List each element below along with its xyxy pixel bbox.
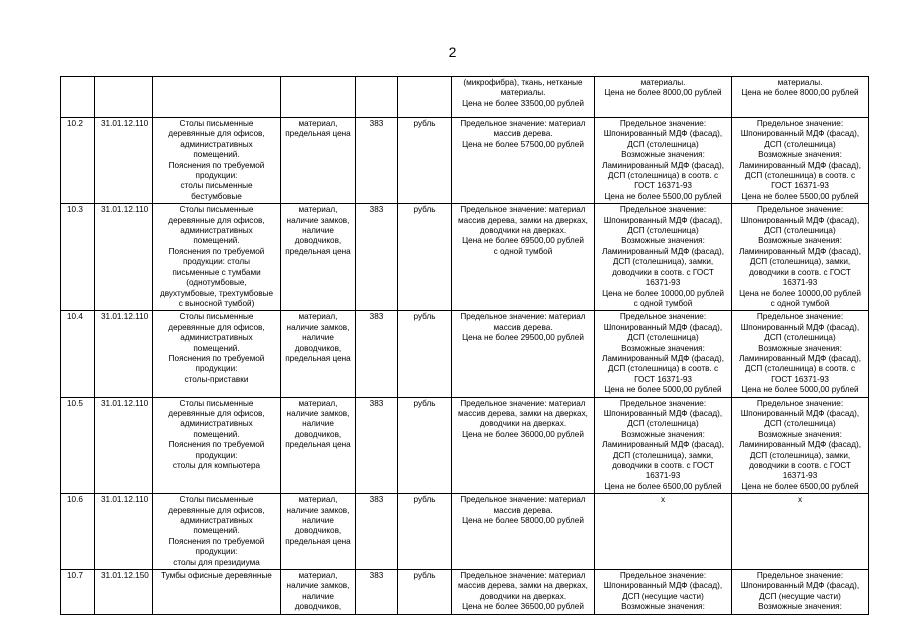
cell-okpd2-code: 31.01.12.110 — [95, 118, 153, 204]
table-row — [61, 494, 869, 570]
cell-value-group-2: Предельное значение: Шпонированный МДФ (фасад), ДСП (несущие части) Возможные значения: — [595, 570, 732, 615]
table-row — [61, 118, 869, 204]
cell-value-group-3: материалы. Цена не более 8000,00 рублей — [732, 77, 869, 118]
cell-value-group-1: Предельное значение: материал массив дерева. Цена не более 29500,00 рублей — [452, 311, 595, 397]
cell-item-name: Тумбы офисные деревянные — [153, 570, 281, 615]
cell-value-group-1: Предельное значение: материал массив дерева. Цена не более 58000,00 рублей — [452, 494, 595, 570]
cell-value-group-3: Предельное значение: Шпонированный МДФ (фасад), ДСП (столешница) Возможные значения: Ламинированный МДФ (фасад), ДСП (столешница), замки, доводчики в соотв. с ГОСТ 16371-93 Цена не более 6500,00 рублей — [732, 397, 869, 494]
cell-value-group-2: Предельное значение: Шпонированный МДФ (фасад), ДСП (столешница) Возможные значения: Ламинированный МДФ (фасад), ДСП (столешница), замки, доводчики в соотв. с ГОСТ 16371-93 Цена не более 6500,00 рублей — [595, 397, 732, 494]
cell-item-number: 10.7 — [61, 570, 95, 615]
page-number: 2 — [448, 44, 457, 60]
cell-okpd2-code: 31.01.12.110 — [95, 204, 153, 311]
cell-okpd2-code: 31.01.12.110 — [95, 397, 153, 494]
cell-unit — [398, 77, 452, 118]
cell-value-group-2: Предельное значение: Шпонированный МДФ (фасад), ДСП (столешница) Возможные значения: Ламинированный МДФ (фасад), ДСП (столешница) в соотв. с ГОСТ 16371-93 Цена не более 5000,00 рублей — [595, 311, 732, 397]
cell-value-group-1: Предельное значение: материал массив дерева. Цена не более 57500,00 рублей — [452, 118, 595, 204]
cell-item-number: 10.2 — [61, 118, 95, 204]
cell-characteristics: материал, предельная цена — [281, 118, 356, 204]
cell-value-group-3: Предельное значение: Шпонированный МДФ (фасад), ДСП (столешница) Возможные значения: Ламинированный МДФ (фасад), ДСП (столешница) в соотв. с ГОСТ 16371-93 Цена не более 5000,00 рублей — [732, 311, 869, 397]
cell-item-name: Столы письменные деревянные для офисов, административных помещений. Пояснения по требуемой продукции: столы письменные бестумбовые — [153, 118, 281, 204]
cell-item-name — [153, 77, 281, 118]
cell-value-group-2: Предельное значение: Шпонированный МДФ (фасад), ДСП (столешница) Возможные значения: Ламинированный МДФ (фасад), ДСП (столешница), замки, доводчики в соотв. с ГОСТ 16371-93 Цена не более 10000,00 рублей с одной тумбой — [595, 204, 732, 311]
cell-item-number: 10.3 — [61, 204, 95, 311]
cell-value-group-3: Предельное значение: Шпонированный МДФ (фасад), ДСП (несущие части) Возможные значения: — [732, 570, 869, 615]
cell-unit: рубль — [398, 118, 452, 204]
cell-characteristics: материал, наличие замков, наличие доводчиков, предельная цена — [281, 311, 356, 397]
cell-okpd2-code: 31.01.12.110 — [95, 311, 153, 397]
cell-item-name: Столы письменные деревянные для офисов, административных помещений. Пояснения по требуемой продукции: столы для президиума — [153, 494, 281, 570]
cell-item-number: 10.4 — [61, 311, 95, 397]
cell-characteristics: материал, наличие замков, наличие доводчиков, — [281, 570, 356, 615]
cell-okei-code — [356, 77, 398, 118]
cell-value-group-3: Предельное значение: Шпонированный МДФ (фасад), ДСП (столешница) Возможные значения: Ламинированный МДФ (фасад), ДСП (столешница) в соотв. с ГОСТ 16371-93 Цена не более 5500,00 рублей — [732, 118, 869, 204]
cell-okei-code: 383 — [356, 570, 398, 615]
cell-okpd2-code: 31.01.12.110 — [95, 494, 153, 570]
cell-value-group-3: Предельное значение: Шпонированный МДФ (фасад), ДСП (столешница) Возможные значения: Ламинированный МДФ (фасад), ДСП (столешница), замки, доводчики в соотв. с ГОСТ 16371-93 Цена не более 10000,00 рублей с одной тумбой — [732, 204, 869, 311]
cell-value-group-1: Предельное значение: материал массив дерева, замки на дверках, доводчики на дверках. Цена не более 36000,00 рублей — [452, 397, 595, 494]
cell-characteristics — [281, 77, 356, 118]
cell-okei-code: 383 — [356, 397, 398, 494]
cell-characteristics: материал, наличие замков, наличие доводчиков, предельная цена — [281, 204, 356, 311]
cell-value-group-2: Предельное значение: Шпонированный МДФ (фасад), ДСП (столешница) Возможные значения: Ламинированный МДФ (фасад), ДСП (столешница) в соотв. с ГОСТ 16371-93 Цена не более 5500,00 рублей — [595, 118, 732, 204]
cell-value-group-1: (микрофибра), ткань, нетканые материалы. Цена не более 33500,00 рублей — [452, 77, 595, 118]
table-row — [61, 570, 869, 615]
cell-okpd2-code — [95, 77, 153, 118]
cell-value-group-2: материалы. Цена не более 8000,00 рублей — [595, 77, 732, 118]
cell-value-group-1: Предельное значение: материал массив дерева, замки на дверках, доводчики на дверках. Цена не более 69500,00 рублей с одной тумбой — [452, 204, 595, 311]
cell-okei-code: 383 — [356, 204, 398, 311]
cell-value-group-1: Предельное значение: материал массив дерева, замки на дверках, доводчики на дверках. Цена не более 36500,00 рублей — [452, 570, 595, 615]
cell-characteristics: материал, наличие замков, наличие доводчиков, предельная цена — [281, 397, 356, 494]
cell-characteristics: материал, наличие замков, наличие доводчиков, предельная цена — [281, 494, 356, 570]
cell-unit: рубль — [398, 204, 452, 311]
cell-item-name: Столы письменные деревянные для офисов, административных помещений. Пояснения по требуемой продукции: столы письменные с тумбами (однотумбовые, двухтумбовые, трехтумбовые с выносной тумбой) — [153, 204, 281, 311]
cell-item-name: Столы письменные деревянные для офисов, административных помещений. Пояснения по требуемой продукции: столы для компьютера — [153, 397, 281, 494]
cell-value-group-2: x — [595, 494, 732, 570]
cell-okpd2-code: 31.01.12.150 — [95, 570, 153, 615]
table-row — [61, 397, 869, 494]
cell-item-number: 10.5 — [61, 397, 95, 494]
cell-item-name: Столы письменные деревянные для офисов, административных помещений. Пояснения по требуемой продукции: столы-приставки — [153, 311, 281, 397]
cell-okei-code: 383 — [356, 118, 398, 204]
table-row — [61, 204, 869, 311]
table-row — [61, 311, 869, 397]
cell-okei-code: 383 — [356, 311, 398, 397]
furniture-requirements-table — [60, 76, 869, 615]
cell-okei-code: 383 — [356, 494, 398, 570]
table-row — [61, 77, 869, 118]
cell-unit: рубль — [398, 494, 452, 570]
cell-value-group-3: x — [732, 494, 869, 570]
cell-unit: рубль — [398, 570, 452, 615]
cell-unit: рубль — [398, 311, 452, 397]
cell-item-number — [61, 77, 95, 118]
cell-unit: рубль — [398, 397, 452, 494]
cell-item-number: 10.6 — [61, 494, 95, 570]
